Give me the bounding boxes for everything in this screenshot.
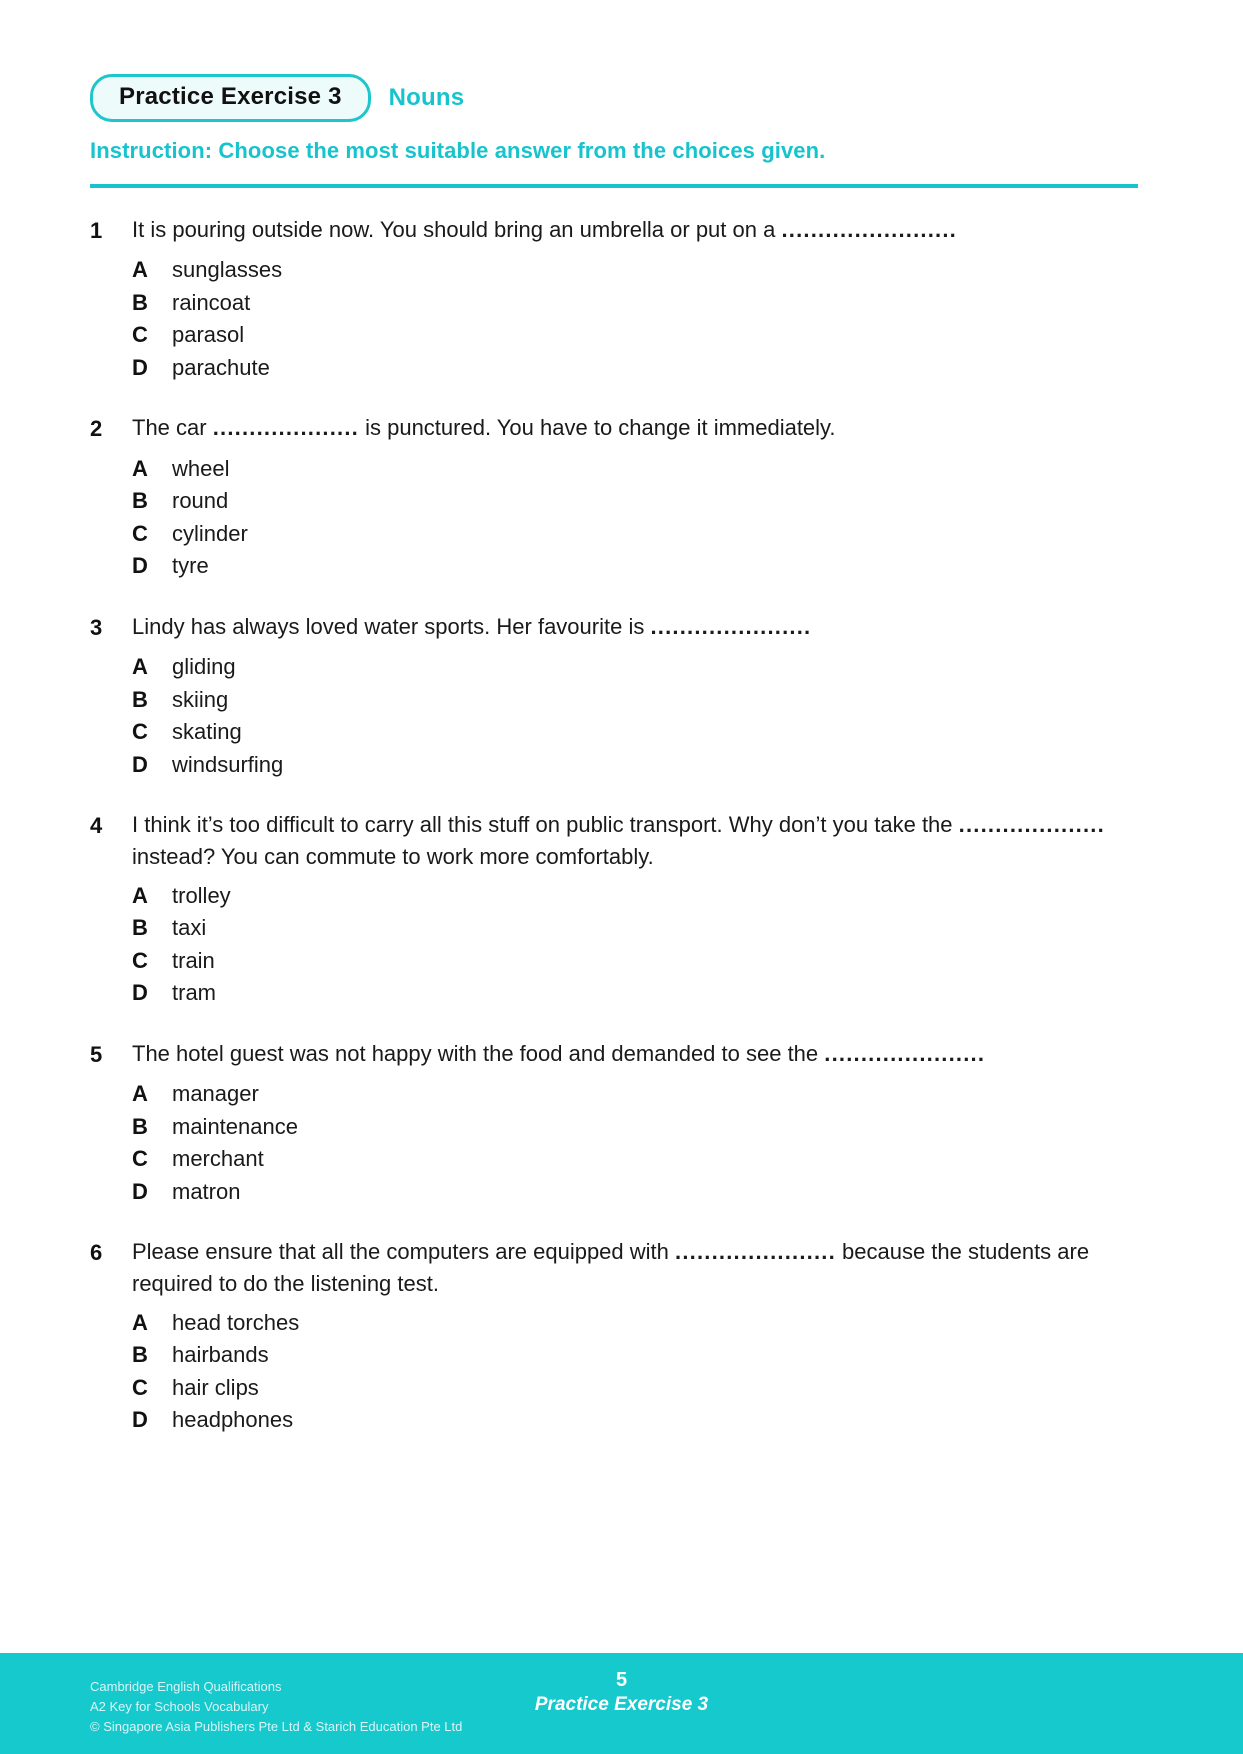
question-number: 6 — [90, 1240, 103, 1266]
question-number: 4 — [90, 813, 103, 839]
questions-list — [90, 214, 1150, 1465]
option-item[interactable] — [132, 1078, 1150, 1111]
question-number: 5 — [90, 1041, 103, 1067]
question-item — [90, 1038, 1150, 1208]
option-letter: B — [132, 915, 148, 941]
option-text: gliding — [172, 654, 236, 680]
option-item[interactable] — [132, 880, 1150, 913]
stem-text: The car — [132, 415, 207, 441]
option-letter: D — [132, 354, 148, 380]
option-letter: A — [132, 654, 148, 680]
option-item[interactable] — [132, 254, 1150, 287]
question-stem — [132, 1038, 1150, 1069]
option-letter: D — [132, 1178, 148, 1204]
option-letter: A — [132, 1081, 148, 1107]
question-number: 3 — [90, 614, 103, 640]
question-stem — [132, 611, 1150, 642]
option-letter: C — [132, 322, 148, 348]
stem-text-line2: students are required to do the listening test. — [132, 1239, 1090, 1296]
option-letter: C — [132, 520, 148, 546]
option-text: taxi — [172, 915, 207, 941]
option-item[interactable] — [132, 1143, 1150, 1176]
header-divider — [90, 184, 1138, 188]
option-letter: A — [132, 1309, 148, 1335]
question-stem — [132, 1236, 1150, 1298]
option-item[interactable] — [132, 684, 1150, 717]
page-footer — [0, 1653, 1243, 1754]
option-text: merchant — [172, 1146, 264, 1172]
stem-text-line2: instead? You can commute to work more comfortably. — [132, 843, 654, 869]
stem-text: Please ensure that all the computers are equipped with — [132, 1239, 669, 1265]
question-stem-row — [90, 809, 1150, 871]
option-item[interactable] — [132, 1111, 1150, 1144]
question-stem-row — [90, 214, 1150, 246]
option-item[interactable] — [132, 1176, 1150, 1209]
question-stem — [132, 412, 1150, 443]
option-item[interactable] — [132, 651, 1150, 684]
option-text: skiing — [172, 686, 229, 712]
answer-blank[interactable]: ........................ — [781, 217, 957, 242]
option-item[interactable] — [132, 716, 1150, 749]
option-text: headphones — [172, 1407, 294, 1433]
instruction-text: Instruction: Choose the most suitable answer from the choices given. — [90, 138, 826, 163]
option-letter: C — [132, 1374, 148, 1400]
option-letter: C — [132, 719, 148, 745]
stem-text-after-blank: is punctured. You have to change it immediately. — [365, 415, 836, 441]
option-letter: D — [132, 553, 148, 579]
option-text: sunglasses — [172, 257, 283, 283]
option-list — [90, 254, 1150, 384]
option-letter: D — [132, 751, 148, 777]
question-number: 1 — [90, 218, 103, 243]
question-stem — [132, 214, 1150, 245]
option-item[interactable] — [132, 518, 1150, 551]
option-item[interactable] — [132, 912, 1150, 945]
option-text: hairbands — [172, 1342, 269, 1368]
answer-blank[interactable]: .................... — [212, 415, 359, 441]
option-item[interactable] — [132, 287, 1150, 320]
option-item[interactable] — [132, 1404, 1150, 1437]
option-list — [90, 1078, 1150, 1208]
option-list — [90, 880, 1150, 1010]
page-header — [90, 74, 464, 122]
option-letter: D — [132, 980, 148, 1006]
question-stem-row — [90, 611, 1150, 643]
stem-text-after-blank: because the — [842, 1239, 962, 1265]
option-text: wheel — [172, 455, 230, 481]
option-list — [90, 1307, 1150, 1437]
option-letter: B — [132, 488, 148, 514]
footer-credit-line-1: Cambridge English Qualifications — [90, 1679, 282, 1694]
answer-blank[interactable]: ...................... — [675, 1239, 836, 1265]
question-item — [90, 412, 1150, 582]
option-item[interactable] — [132, 749, 1150, 782]
question-item — [90, 1236, 1150, 1437]
option-list — [90, 651, 1150, 781]
stem-text: It is pouring outside now. You should bring an umbrella or put on a — [132, 217, 776, 242]
answer-blank[interactable]: ...................... — [650, 613, 812, 639]
question-stem-row — [90, 412, 1150, 444]
option-text: manager — [172, 1081, 259, 1107]
option-text: parachute — [172, 354, 270, 380]
footer-center-block — [0, 1669, 1243, 1718]
question-stem-row — [90, 1236, 1150, 1298]
footer-credit-line-3: © Singapore Asia Publishers Pte Ltd & Starich Education Pte Ltd — [90, 1719, 463, 1735]
option-letter: D — [132, 1407, 148, 1433]
exercise-title-pill: Practice Exercise 3 — [90, 74, 371, 122]
option-item[interactable] — [132, 1307, 1150, 1340]
option-letter: B — [132, 1113, 148, 1139]
option-item[interactable] — [132, 485, 1150, 518]
option-letter: B — [132, 686, 148, 712]
option-text: raincoat — [172, 289, 251, 315]
option-text: trolley — [172, 882, 231, 908]
option-text: hair clips — [172, 1374, 259, 1400]
option-item[interactable] — [132, 550, 1150, 583]
page-number: 5 — [615, 1669, 628, 1691]
footer-credit-line-2: A2 Key for Schools Vocabulary — [90, 1699, 269, 1715]
option-letter: A — [132, 257, 148, 283]
option-item[interactable] — [132, 1339, 1150, 1372]
question-item — [90, 611, 1150, 781]
option-text: head torches — [172, 1309, 300, 1335]
option-text: train — [172, 947, 215, 973]
answer-blank[interactable]: ...................... — [824, 1040, 986, 1066]
option-text: round — [172, 488, 229, 514]
stem-text: Lindy has always loved water sports. Her favourite is — [132, 613, 645, 639]
option-item[interactable] — [132, 319, 1150, 352]
option-item[interactable] — [132, 1372, 1150, 1405]
option-item[interactable] — [132, 352, 1150, 385]
option-letter: C — [132, 1146, 148, 1172]
option-item[interactable] — [132, 945, 1150, 978]
option-letter: C — [132, 947, 148, 973]
option-letter: B — [132, 1342, 148, 1368]
stem-text: The hotel guest was not happy with the food and demanded to see the — [132, 1040, 819, 1066]
option-text: cylinder — [172, 520, 248, 546]
answer-blank[interactable]: .................... — [958, 812, 1105, 838]
option-text: matron — [172, 1178, 241, 1204]
option-item[interactable] — [132, 453, 1150, 486]
option-text: parasol — [172, 322, 245, 348]
question-stem — [132, 809, 1150, 871]
option-text: maintenance — [172, 1113, 298, 1139]
question-item — [90, 214, 1150, 384]
option-letter: A — [132, 455, 148, 481]
option-letter: A — [132, 882, 148, 908]
option-letter: B — [132, 289, 148, 315]
option-text: windsurfing — [172, 751, 284, 777]
option-text: tyre — [172, 553, 209, 579]
question-item — [90, 809, 1150, 1010]
topic-label: Nouns — [388, 83, 465, 111]
footer-exercise-label: Practice Exercise 3 — [534, 1694, 709, 1715]
question-stem-row — [90, 1038, 1150, 1070]
option-text: tram — [172, 980, 216, 1006]
option-text: skating — [172, 719, 242, 745]
stem-text: I think it’s too difficult to carry all this stuff on public transport. Why don’t you take the — [132, 812, 953, 838]
option-item[interactable] — [132, 977, 1150, 1010]
question-number: 2 — [90, 416, 103, 442]
option-list — [90, 453, 1150, 583]
